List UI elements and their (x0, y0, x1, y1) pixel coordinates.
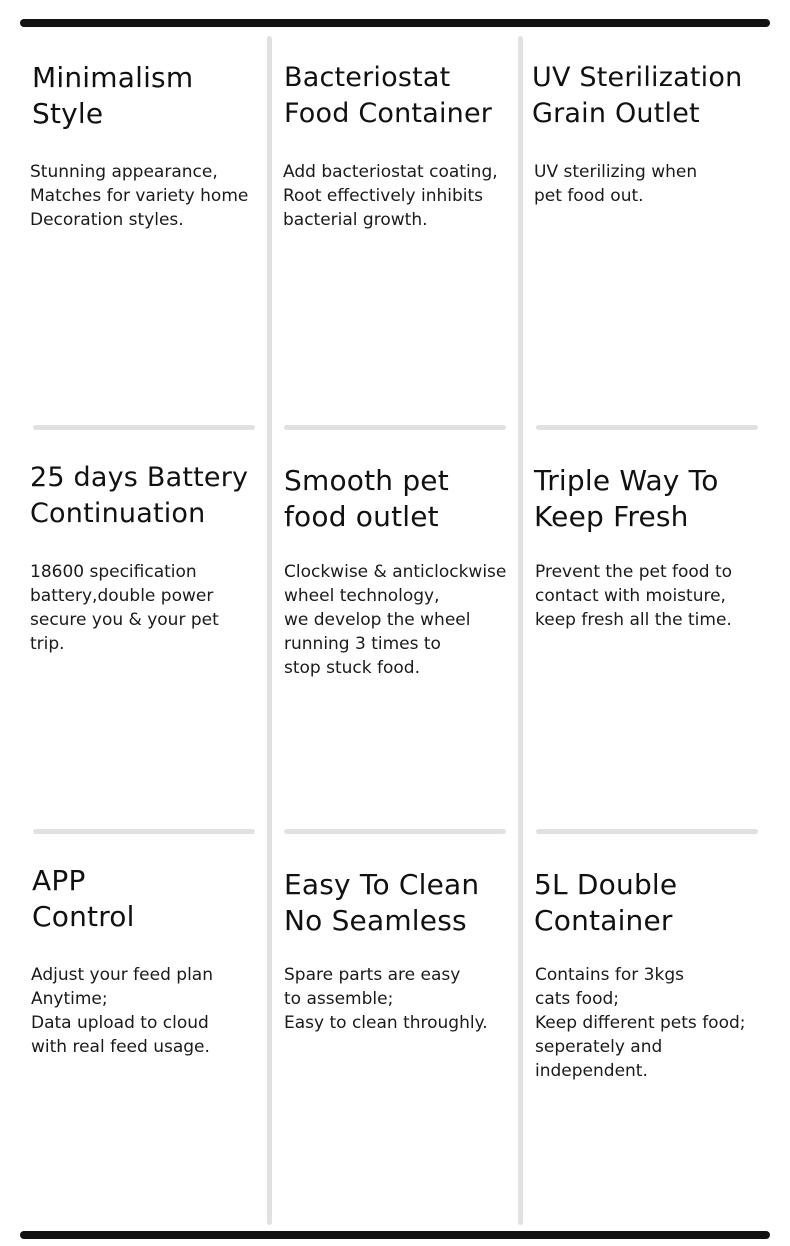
feature-cell-keep-fresh (534, 463, 774, 632)
column-divider-2 (518, 36, 523, 1225)
feature-description: Clockwise & anticlockwise wheel technology, we develop the wheel running 3 times to stop stuck food. (284, 562, 507, 678)
feature-cell-app-control (32, 863, 264, 1059)
feature-cell-easy-clean (284, 867, 516, 1035)
top-border-bar (20, 19, 770, 27)
row-divider (33, 425, 255, 430)
feature-cell-smooth-outlet (284, 463, 516, 680)
feature-title: UV Sterilization Grain Outlet (532, 62, 743, 129)
feature-title: Easy To Clean No Seamless (284, 868, 480, 937)
feature-title: Triple Way To Keep Fresh (534, 464, 719, 533)
feature-cell-uv-sterilization (532, 60, 777, 208)
feature-description: Stunning appearance, Matches for variety home Decoration styles. (30, 162, 249, 230)
feature-title: APP Control (32, 864, 135, 933)
feature-description: Add bacteriostat coating, Root effectively inhibits bacterial growth. (283, 162, 498, 230)
row-divider (284, 425, 506, 430)
row-divider (284, 829, 506, 834)
feature-cell-minimalism (32, 60, 264, 232)
row-divider (536, 425, 758, 430)
feature-title: 5L Double Container (534, 868, 678, 937)
row-divider (536, 829, 758, 834)
feature-description: Spare parts are easy to assemble; Easy to clean throughly. (284, 965, 488, 1033)
bottom-border-bar (20, 1231, 770, 1239)
feature-description: UV sterilizing when pet food out. (534, 162, 698, 206)
column-divider-1 (267, 36, 272, 1225)
feature-title: Smooth pet food outlet (284, 464, 449, 533)
feature-title: Minimalism Style (32, 61, 194, 130)
feature-description: 18600 specification battery,double power secure you & your pet trip. (30, 562, 219, 654)
feature-cell-bacteriostat (284, 60, 516, 232)
feature-cell-battery (30, 460, 265, 656)
feature-cell-double-container (534, 867, 774, 1083)
feature-title: Bacteriostat Food Container (284, 62, 493, 129)
feature-title: 25 days Battery Continuation (30, 462, 249, 529)
feature-description: Adjust your feed plan Anytime; Data upload to cloud with real feed usage. (31, 965, 213, 1057)
feature-description: Contains for 3kgs cats food; Keep different pets food; seperately and independent. (535, 965, 746, 1081)
feature-description: Prevent the pet food to contact with moisture, keep fresh all the time. (535, 562, 733, 630)
row-divider (33, 829, 255, 834)
